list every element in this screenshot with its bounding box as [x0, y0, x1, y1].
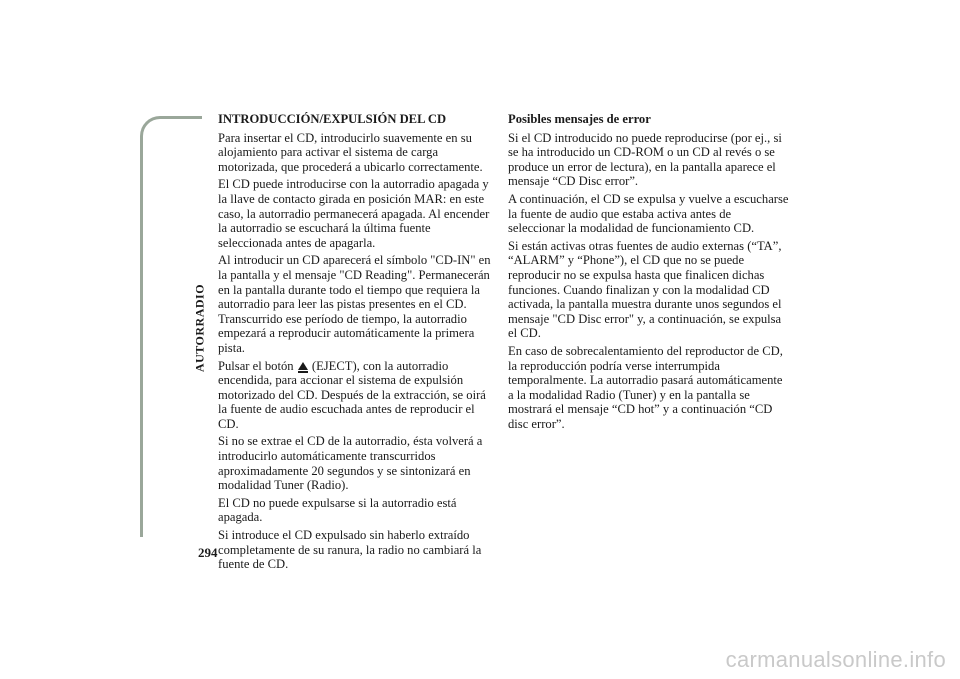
- paragraph: Si no se extrae el CD de la autorradio, ésta volverá a introducirlo automáticamente transcurridos aproximadamente 20 segundos y se sintonizará en modalidad Tuner (Radio).: [218, 434, 483, 493]
- paragraph-eject: [218, 359, 498, 432]
- right-column: [508, 112, 790, 434]
- page-number: 294: [198, 545, 218, 560]
- paragraph: En caso de sobrecalentamiento del reproductor de CD, la reproducción podría verse interrumpida temporalmente. La autorradio pasará automáticamente a la modalidad Radio (Tuner) y en la pantalla se mostrará el mensaje “CD hot” y a continuación “CD disc error”.: [508, 343, 783, 431]
- left-column: [218, 112, 498, 575]
- section-heading-cd-insert-eject: INTRODUCCIÓN/EXPULSIÓN DEL CD: [218, 112, 447, 126]
- eject-icon: [298, 362, 308, 370]
- paragraph: Si introduce el CD expulsado sin haberlo extraído completamente de su ranura, la radio no cambiará la fuente de CD.: [218, 528, 482, 572]
- paragraph: A continuación, el CD se expulsa y vuelve a escucharse la fuente de audio que estaba activa antes de seleccionar la modalidad de funcionamiento CD.: [508, 191, 789, 236]
- watermark: carmanualsonline.info: [725, 647, 946, 672]
- paragraph: El CD puede introducirse con la autorradio apagada y la llave de contacto girada en posición MAR: en este caso, la autorradio permanecerá apagada. Al encender la autorradio se escuchará la última fuente seleccionada antes de apagarla.: [218, 177, 490, 250]
- paragraph: Si están activas otras fuentes de audio externas (“TA”, “ALARM” y “Phone”), el CD que no se puede reproducir no se expulsa hasta que finalicen dichas funciones. Cuando finalizan y con la modalidad CD activada, la pantalla muestra durante unos segundos el mensaje "CD Disc error" y, a continuación, se expulsa el CD.: [508, 238, 782, 341]
- eject-text-after: (EJECT), con la autorradio encendida, para accionar el sistema de expulsión motorizado del CD. Después de la extracción, se oirá la fuente de audio escuchada antes de reproducir el CD.: [218, 358, 486, 431]
- paragraph: Para insertar el CD, introducirlo suavemente en su alojamiento para activar el sistema de carga motorizada, que procederá a ubicarlo correctamente.: [218, 130, 483, 174]
- paragraph: Si el CD introducido no puede reproducirse (por ej., si se ha introducido un CD-ROM o un CD al revés o se produce un error de lectura), en la pantalla aparece el mensaje “CD Disc error”.: [508, 130, 782, 189]
- paragraph: Al introducir un CD aparecerá el símbolo "CD-IN" en la pantalla y el mensaje "CD Reading". Permanecerán en la pantalla durante todo el tiempo que requiera la autorradio para leer las pistas presentes en el CD. Transcurrido ese período de tiempo, la autorradio empezará a reproducir automáticamente la primera pista.: [218, 253, 491, 355]
- paragraph: El CD no puede expulsarse si la autorradio está apagada.: [218, 495, 457, 525]
- section-heading-error-messages: Posibles mensajes de error: [508, 112, 651, 126]
- section-label: AUTORRADIO: [192, 283, 207, 373]
- eject-text-before: Pulsar el botón: [218, 358, 294, 373]
